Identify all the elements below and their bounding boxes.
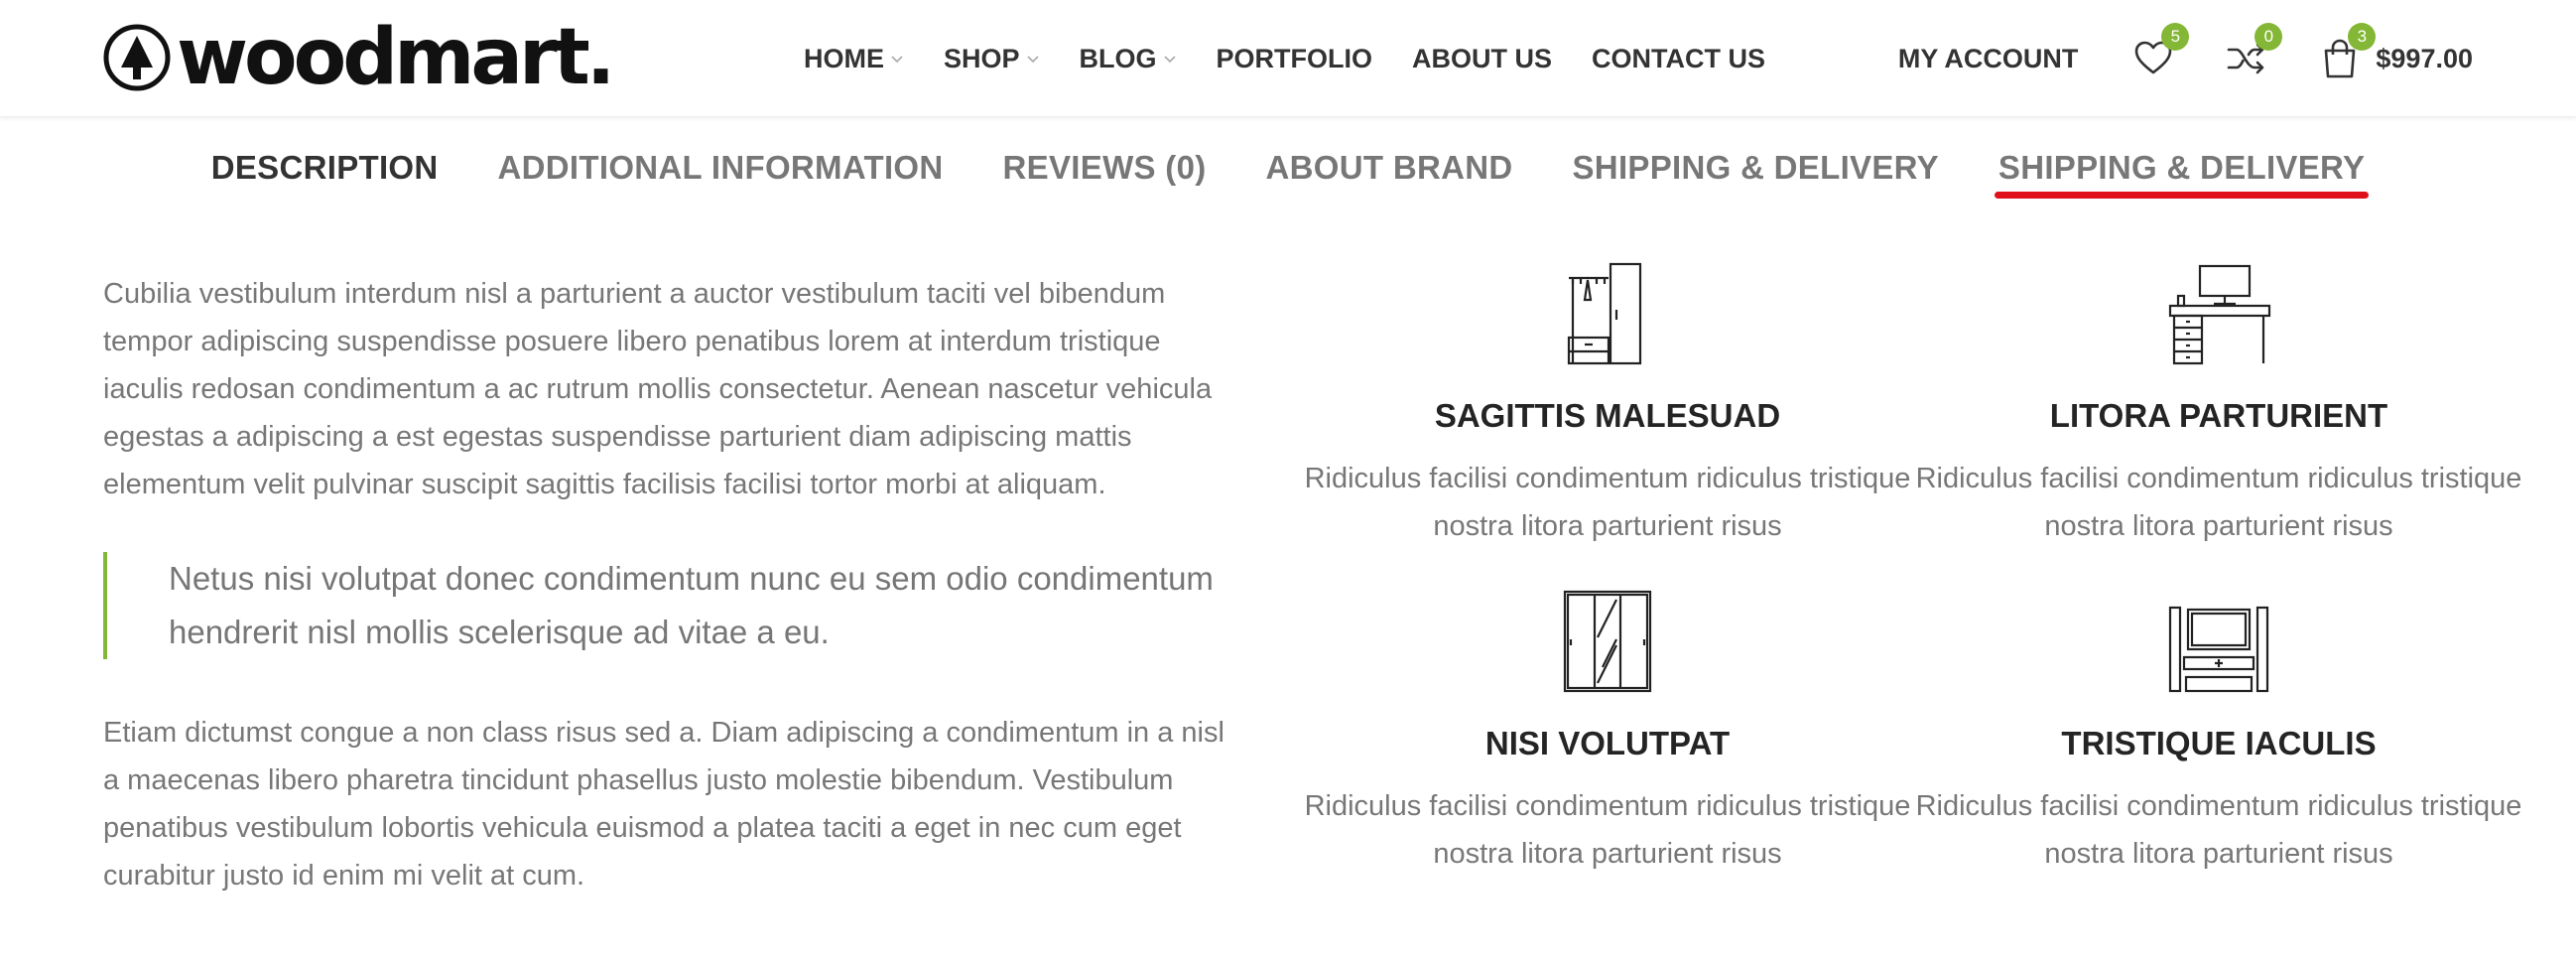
mirror-closet-icon [1553, 588, 1662, 697]
chevron-down-icon [1163, 54, 1177, 64]
wishlist-button[interactable] [2131, 27, 2181, 80]
chevron-down-icon [890, 54, 904, 64]
feature-text: Ridiculus facilisi condimentum ridiculus tristique nostra litora parturient risus [1304, 463, 1911, 542]
nav-item-contact-us[interactable] [1592, 44, 1765, 74]
nav-item-label: ABOUT US [1412, 43, 1553, 73]
nav-item-portfolio[interactable] [1217, 44, 1373, 74]
cart-icon-wrapper [2318, 27, 2368, 80]
tab-reviews[interactable]: REVIEWS (0) [1002, 149, 1207, 186]
nav-item-label: BLOG [1079, 43, 1157, 73]
description-paragraph: Etiam dictumst congue a non class risus sed a. Diam adipiscing a condimentum in a nisl a maecenas libero pharetra tincidunt phasellus justo molestie bibendum. Vestibulum penatibus vestibulum lobortis vehicula euismod a platea taciti a eget in nec cum eget curabitur justo id enim mi velit at cum. [103, 717, 1224, 892]
tab-shipping-delivery-highlighted[interactable]: SHIPPING & DELIVERY [1998, 137, 2365, 199]
desk-computer-icon [2164, 260, 2273, 369]
product-tabs [0, 117, 2576, 218]
cart-count-badge: 3 [2348, 23, 2376, 51]
compare-count-badge: 0 [2254, 23, 2282, 51]
nav-item-label: SHOP [944, 43, 1020, 73]
tree-logo-icon [103, 24, 171, 91]
nav-item-blog[interactable] [1080, 44, 1177, 74]
tab-additional-information[interactable]: ADDITIONAL INFORMATION [497, 149, 944, 186]
tab-shipping-delivery[interactable]: SHIPPING & DELIVERY [1572, 149, 1939, 186]
feature-title: NISI VOLUTPAT [1484, 725, 1731, 761]
feature-text: Ridiculus facilisi condimentum ridiculus tristique nostra litora parturient risus [1915, 463, 2522, 542]
nav-item-home[interactable] [804, 44, 904, 74]
description-content [103, 270, 1234, 899]
wardrobe-hanger-icon [1553, 260, 1662, 369]
cart-button[interactable] [2318, 27, 2473, 80]
my-account-link[interactable]: MY ACCOUNT [1897, 43, 2079, 73]
cart-total: $997.00 [2376, 43, 2473, 73]
description-paragraph: Cubilia vestibulum interdum nisl a parturient a auctor vestibulum taciti vel bibendum tempor adipiscing suspendisse posuere libero penatibus lorem at interdum tristique iaculis redosan condimentum a ac rutrum mollis consectetur. Aenean nascetur vehicula egestas a adipiscing a est egestas suspendisse parturient diam adipiscing mattis elementum velit pulvinar suscipit sagittis facilisis facilisi tortor morbi at aliquam. [103, 278, 1213, 500]
tab-about-brand[interactable]: ABOUT BRAND [1265, 149, 1513, 186]
description-blockquote: Netus nisi volutpat donec condimentum nunc eu sem odio condimentum hendrerit nisl mollis scelerisque ad vitae a eu. [103, 552, 1234, 659]
main-navigation [804, 0, 1805, 117]
tab-description[interactable]: DESCRIPTION [210, 149, 439, 186]
feature-item [1290, 588, 1925, 878]
site-logo[interactable] [103, 13, 612, 102]
feature-item [1901, 260, 2536, 550]
nav-item-label: PORTFOLIO [1216, 43, 1373, 73]
feature-title: TRISTIQUE IACULIS [2061, 725, 2377, 761]
feature-item [1901, 588, 2536, 878]
feature-text: Ridiculus facilisi condimentum ridiculus tristique nostra litora parturient risus [1915, 790, 2522, 870]
site-header [0, 0, 2576, 117]
wishlist-count-badge: 5 [2161, 23, 2189, 51]
header-actions [1898, 0, 2473, 117]
chevron-down-icon [1026, 54, 1040, 64]
nav-item-about-us[interactable] [1412, 44, 1552, 74]
nav-item-shop[interactable] [944, 44, 1040, 74]
compare-button[interactable] [2225, 27, 2274, 80]
feature-item [1290, 260, 1925, 550]
tv-stand-icon [2164, 588, 2273, 697]
nav-item-label: HOME [804, 43, 884, 73]
feature-title: LITORA PARTURIENT [2049, 397, 2388, 434]
feature-title: SAGITTIS MALESUAD [1434, 397, 1781, 434]
logo-text: woodmart. [177, 13, 612, 102]
feature-text: Ridiculus facilisi condimentum ridiculus tristique nostra litora parturient risus [1304, 790, 1911, 870]
nav-item-label: CONTACT US [1592, 43, 1766, 73]
